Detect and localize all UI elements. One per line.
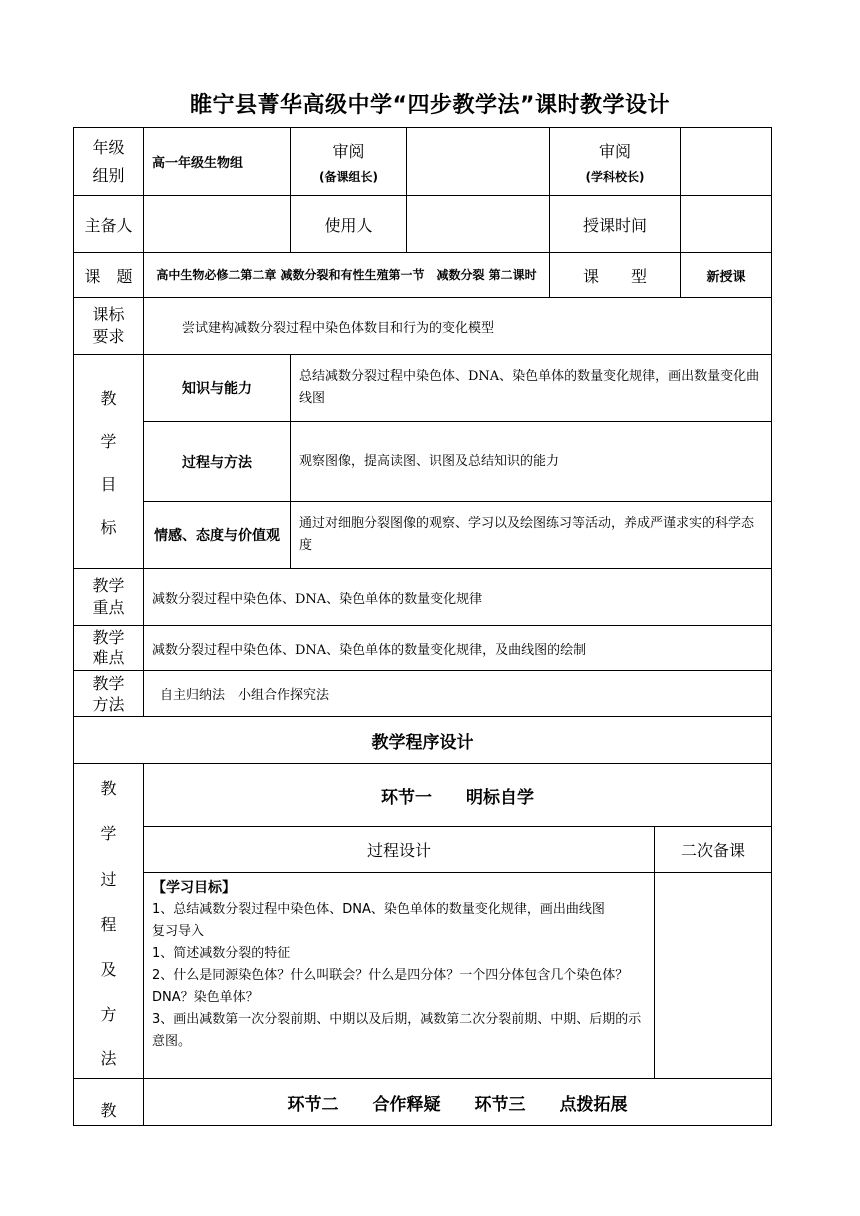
design-header: 过程设计 — [366, 841, 431, 860]
process-side-label — [74, 764, 143, 1078]
second-prep-header: 二次备课 — [680, 841, 745, 860]
standard-value: 尝试建构减数分裂过程中染色体数目和行为的变化模型 — [182, 320, 495, 336]
difficulty-text: 减数分裂过程中染色体、DNA、染色单体的数量变化规律，及曲线图的绘制 — [152, 642, 587, 658]
process-side-char: 教 — [100, 779, 117, 798]
time-label: 授课时间 — [582, 215, 647, 235]
difficulty-label — [74, 626, 143, 670]
program-title: 教学程序设计 — [371, 732, 474, 753]
method-label-line1: 教学 — [92, 673, 125, 693]
process-side-char: 学 — [100, 824, 117, 843]
process-line: 3、画出减数第一次分裂前期、中期以及后期，减数第二次分裂前期、中期、后期的示意图。 — [152, 1012, 642, 1049]
method-label-line2: 方法 — [92, 694, 125, 714]
process-line: 2、什么是同源染色体？什么叫联会？什么是四分体？一个四分体包含几个染色体？DNA？染色单体？ — [152, 968, 629, 1005]
review-principal — [550, 128, 680, 195]
focus-label-line1: 教学 — [92, 576, 125, 595]
type-label: 课 型 — [582, 266, 647, 286]
review-group-leader — [291, 128, 406, 195]
grade-value: 高一年级生物组 — [152, 156, 244, 171]
standard-label — [74, 298, 143, 354]
method-text: 自主归纳法 小组合作探究法 — [160, 688, 330, 703]
preparer-label: 主备人 — [84, 215, 133, 235]
focus-text: 减数分裂过程中染色体、DNA、染色单体的数量变化规律 — [152, 591, 483, 607]
standard-label-line2: 要求 — [92, 327, 125, 346]
goal-process-label: 过程与方法 — [182, 454, 252, 471]
rule — [73, 1125, 772, 1126]
standard-label-line1: 课标 — [92, 305, 125, 324]
document-title: 睢宁县菁华高级中学“四步教学法”课时教学设计 — [190, 93, 670, 118]
time-value[interactable] — [681, 196, 771, 252]
review-principal-value[interactable] — [681, 128, 771, 195]
review-group-leader-value[interactable] — [407, 128, 549, 195]
rule — [771, 127, 772, 1125]
goals-side-char: 目 — [100, 474, 117, 494]
review-label: 审阅 — [332, 141, 365, 161]
topic-label: 课 题 — [84, 266, 133, 286]
user-value[interactable] — [407, 196, 549, 252]
process-side-char: 方 — [100, 1005, 117, 1024]
type-value: 新授课 — [706, 269, 746, 285]
focus-label — [74, 569, 143, 625]
difficulty-label-line1: 教学 — [92, 628, 125, 647]
method-label — [74, 671, 143, 716]
section-two-three-title: 环节二 合作释疑 环节三 点拨拓展 — [287, 1094, 628, 1115]
process-side-char: 程 — [100, 915, 117, 934]
process-line: 1、总结减数分裂过程中染色体、DNA、染色单体的数量变化规律，画出曲线图 — [152, 902, 605, 917]
process-line: 复习导入 — [152, 924, 205, 939]
process-side-char: 过 — [100, 870, 117, 889]
user-label: 使用人 — [324, 215, 373, 235]
focus-label-line2: 重点 — [92, 598, 125, 617]
goals-side-char: 教 — [100, 388, 117, 408]
goal-knowledge-text: 总结减数分裂过程中染色体、DNA、染色单体的数量变化规律，画出数量变化曲线图 — [299, 369, 760, 406]
review-sublabel: (备课组长) — [319, 169, 378, 184]
goals-side-label — [74, 355, 143, 568]
goal-attitude-label: 情感、态度与价值观 — [154, 528, 280, 544]
process-line: 1、简述减数分裂的特征 — [152, 946, 291, 961]
grade-label-line2: 组别 — [92, 165, 125, 185]
process-side-bottom: 教 — [100, 1100, 117, 1120]
preparer-value[interactable] — [144, 196, 290, 252]
review-label: 审阅 — [598, 141, 631, 161]
review-sublabel: (学科校长) — [585, 169, 645, 184]
learning-goals-heading: 【学习目标】 — [152, 880, 236, 896]
process-side-char: 法 — [100, 1049, 117, 1068]
topic-value: 高中生物必修二第二章 减数分裂和有性生殖第一节 减数分裂 第二课时 — [156, 268, 537, 282]
process-design-content — [144, 873, 654, 1078]
difficulty-label-line2: 难点 — [92, 648, 125, 667]
goals-side-char: 学 — [100, 431, 117, 451]
goal-attitude-text: 通过对细胞分裂图像的观察、学习以及绘图练习等活动，养成严谨求实的科学态度 — [299, 516, 755, 553]
second-prep-content[interactable] — [655, 873, 771, 1078]
process-side-char: 及 — [100, 960, 117, 979]
section-one-title: 环节一 明标自学 — [381, 787, 534, 808]
goal-knowledge-label: 知识与能力 — [182, 381, 252, 397]
grade-label — [74, 128, 143, 195]
goal-process-text: 观察图像，提高读图、识图及总结知识的能力 — [299, 453, 560, 469]
goals-side-char: 标 — [100, 517, 117, 537]
grade-label-line1: 年级 — [92, 137, 125, 157]
